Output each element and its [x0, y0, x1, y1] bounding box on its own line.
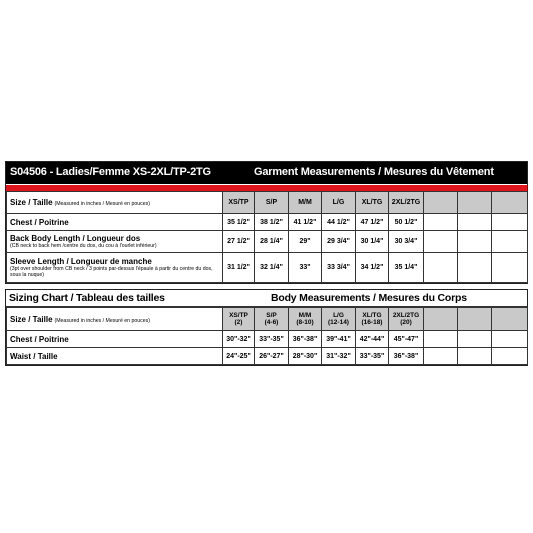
value-cell: [492, 348, 528, 365]
product-title: S04506 - Ladies/Femme XS-2XL/TP-2TG: [10, 166, 211, 178]
sizing-chart-title: Sizing Chart / Tableau des tailles: [9, 292, 165, 304]
size-cell: S/P (4-6): [255, 308, 289, 331]
value-cell: 33"-35": [356, 348, 389, 365]
row-label: Chest / Poitrine: [7, 331, 223, 348]
size-cell: [424, 308, 458, 331]
value-cell: 50 1/2": [389, 214, 424, 231]
size-cell: S/P: [255, 192, 289, 214]
value-cell: 39"-41": [322, 331, 356, 348]
garment-sleeve-length-row: [7, 253, 528, 283]
size-cell: XL/TG (16-18): [356, 308, 389, 331]
sizing-waist-row: [7, 348, 528, 365]
value-cell: 30 1/4": [356, 231, 389, 253]
value-cell: [458, 231, 492, 253]
value-cell: 33": [289, 253, 322, 283]
size-cell: [424, 192, 458, 214]
value-cell: [458, 253, 492, 283]
value-cell: 42"-44": [356, 331, 389, 348]
value-cell: 41 1/2": [289, 214, 322, 231]
size-header-cell: Size / Taille (Measured in inches / Mesuré en pouces): [7, 308, 223, 331]
sizing-chest-row: [7, 331, 528, 348]
size-cell: XS/TP: [223, 192, 255, 214]
garment-header-bar: [6, 162, 527, 184]
value-cell: [458, 214, 492, 231]
value-cell: [492, 231, 528, 253]
garment-table: [6, 191, 528, 283]
value-cell: [424, 331, 458, 348]
size-cell: [458, 192, 492, 214]
value-cell: 35 1/2": [223, 214, 255, 231]
value-cell: 31"-32": [322, 348, 356, 365]
size-cell: 2XL/2TG (20): [389, 308, 424, 331]
size-cell: [458, 308, 492, 331]
red-divider: [6, 184, 527, 191]
row-label: Chest / Poitrine: [7, 214, 223, 231]
value-cell: [492, 253, 528, 283]
size-cell: [492, 308, 528, 331]
size-cell: [492, 192, 528, 214]
value-cell: 29 3/4": [322, 231, 356, 253]
sizing-chart-table: [5, 289, 528, 366]
value-cell: 35 1/4": [389, 253, 424, 283]
value-cell: [424, 348, 458, 365]
value-cell: 30 3/4": [389, 231, 424, 253]
value-cell: 31 1/2": [223, 253, 255, 283]
value-cell: 28"-30": [289, 348, 322, 365]
size-cell: 2XL/2TG: [389, 192, 424, 214]
value-cell: [458, 331, 492, 348]
value-cell: [492, 214, 528, 231]
value-cell: [424, 253, 458, 283]
size-cell: XL/TG: [356, 192, 389, 214]
value-cell: 27 1/2": [223, 231, 255, 253]
value-cell: 36"-38": [289, 331, 322, 348]
value-cell: 47 1/2": [356, 214, 389, 231]
value-cell: 44 1/2": [322, 214, 356, 231]
value-cell: 34 1/2": [356, 253, 389, 283]
value-cell: 24"-25": [223, 348, 255, 365]
body-measurements-title: Body Measurements / Mesures du Corps: [271, 292, 467, 304]
value-cell: 29": [289, 231, 322, 253]
garment-size-row: [7, 192, 528, 214]
value-cell: 33"-35": [255, 331, 289, 348]
value-cell: [458, 348, 492, 365]
size-cell: XS/TP (2): [223, 308, 255, 331]
row-label: Waist / Taille: [7, 348, 223, 365]
sizing-size-row: [7, 308, 528, 331]
garment-chest-row: [7, 214, 528, 231]
sizing-header-bar: [6, 290, 527, 307]
value-cell: 33 3/4": [322, 253, 356, 283]
garment-measurements-table: [5, 161, 528, 284]
size-header-cell: Size / Taille (Measured in inches / Mesuré en pouces): [7, 192, 223, 214]
value-cell: 30"-32": [223, 331, 255, 348]
value-cell: [424, 231, 458, 253]
value-cell: [492, 331, 528, 348]
value-cell: 26"-27": [255, 348, 289, 365]
value-cell: 28 1/4": [255, 231, 289, 253]
value-cell: 32 1/4": [255, 253, 289, 283]
value-cell: [424, 214, 458, 231]
garment-back-length-row: [7, 231, 528, 253]
row-label: Back Body Length / Longueur dos (CB neck to back hem /centre du dos, du cou à l'ourlet inférieur): [7, 231, 223, 253]
garment-measurements-title: Garment Measurements / Mesures du Vêtement: [254, 166, 494, 178]
size-cell: L/G (12-14): [322, 308, 356, 331]
value-cell: 36"-38": [389, 348, 424, 365]
value-cell: 45"-47": [389, 331, 424, 348]
size-cell: L/G: [322, 192, 356, 214]
row-label: Sleeve Length / Longueur de manche (3pt over shoulder from CB neck / 3 points par-dessus l'épaule à partir du centre du dos, sous la nuque): [7, 253, 223, 283]
size-cell: M/M: [289, 192, 322, 214]
sizing-table: [6, 307, 528, 365]
size-cell: M/M (8-10): [289, 308, 322, 331]
value-cell: 38 1/2": [255, 214, 289, 231]
